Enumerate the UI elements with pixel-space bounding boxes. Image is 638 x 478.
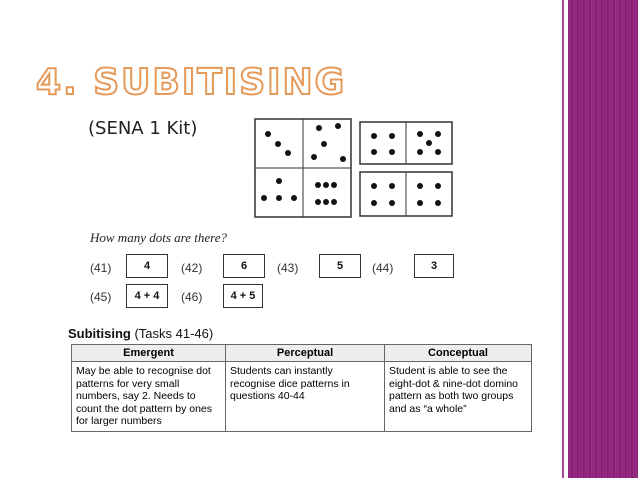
rubric-title [68,326,213,341]
dot [331,199,337,205]
side-divider [562,0,564,478]
dot [316,125,322,131]
dot [331,182,337,188]
task-label-43: (43) [277,261,299,275]
dot [321,141,327,147]
rubric-title-bold: Subitising [68,326,131,341]
table-row [72,362,532,432]
cell-conceptual: Student is able to see the eight-dot & nine-dot domino pattern as both two groups and as “a whole” [385,362,532,432]
table-header-row [72,345,532,362]
answer-box-41: 4 [126,254,168,278]
dot [276,178,282,184]
header-perceptual: Perceptual [226,345,385,362]
header-emergent: Emergent [72,345,226,362]
dot [335,123,341,129]
slide-subtitle: (SENA 1 Kit) [88,118,198,139]
task-label-45: (45) [90,290,112,304]
dot [275,141,281,147]
answer-box-45: 4 + 4 [126,284,168,308]
answer-box-42: 6 [223,254,265,278]
dot [285,150,291,156]
question-text: How many dots are there? [90,230,227,245]
cell-emergent: May be able to recognise dot patterns for very small numbers, say 2. Needs to count the dot pattern by ones for larger numbers [72,362,226,432]
dice-patterns-figure [254,118,454,218]
dot [315,182,321,188]
dot [276,195,282,201]
decorative-side-bar [568,0,638,478]
dot [291,195,297,201]
answer-box-44: 3 [414,254,454,278]
task-label-46: (46) [181,290,203,304]
dot [323,182,329,188]
dot [315,199,321,205]
task-label-41: (41) [90,261,112,275]
subitising-rubric-table [71,344,532,432]
cell-perceptual: Students can instantly recognise dice patterns in questions 40-44 [226,362,385,432]
slide-title: 4. SUBITISING [36,62,347,103]
dot [340,156,346,162]
dot [265,131,271,137]
answer-box-46: 4 + 5 [223,284,263,308]
dot [261,195,267,201]
task-label-42: (42) [181,261,203,275]
rubric-title-rest: (Tasks 41-46) [130,326,214,341]
answer-box-43: 5 [319,254,361,278]
task-label-44: (44) [372,261,394,275]
dot [311,154,317,160]
dot [323,199,329,205]
header-conceptual: Conceptual [385,345,532,362]
